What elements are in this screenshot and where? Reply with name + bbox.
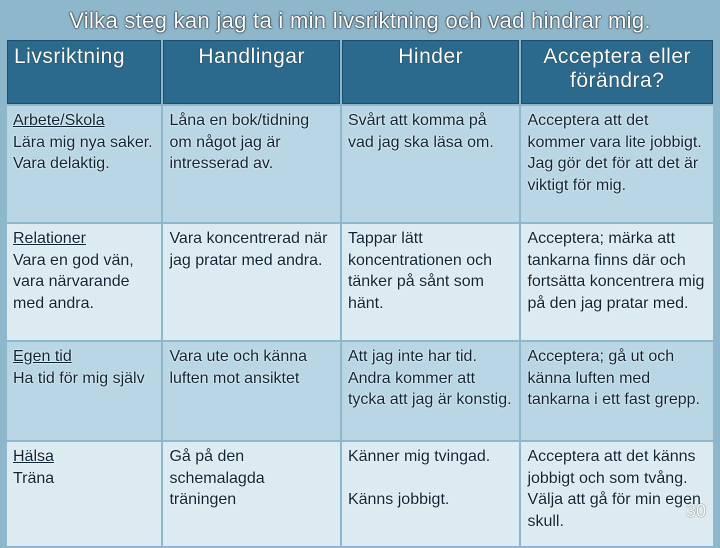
- direction-cell: [7, 224, 161, 340]
- table-row: [7, 224, 713, 340]
- slide-title: Vilka steg kan jag ta i min livsriktning och vad hindrar mig.: [69, 8, 651, 33]
- table-row: [7, 106, 713, 222]
- values-matrix-table: [5, 38, 715, 548]
- category-title: Egen tid: [13, 348, 72, 365]
- direction-text: Lära mig nya saker. Vara delaktig.: [13, 133, 153, 172]
- action-cell: Vara ute och känna luften mot ansiktet: [163, 342, 340, 440]
- response-cell: Acceptera att det känns jobbigt och som tvång. Välja att gå för min egen skull.: [521, 442, 713, 546]
- action-cell: Gå på den schemalagda träningen: [163, 442, 340, 546]
- header-handlingar: Handlingar: [163, 40, 340, 104]
- action-cell: Låna en bok/tidning om något jag är intresserad av.: [163, 106, 340, 222]
- direction-text: Vara en god vän, vara närvarande med andra.: [13, 251, 134, 312]
- table-row: [7, 342, 713, 440]
- header-acceptera: Acceptera eller förändra?: [521, 40, 713, 104]
- category-title: Relationer: [13, 230, 86, 247]
- obstacle-text: Känner mig tvingad.: [347, 448, 491, 465]
- response-cell: Acceptera; märka att tankarna finns där och fortsätta koncentrera mig på den jag pratar med.: [521, 224, 713, 340]
- page-number: 30: [685, 501, 706, 521]
- obstacle-cell: Att jag inte har tid. Andra kommer att tycka att jag är konstig.: [342, 342, 520, 440]
- category-title: Hälsa: [13, 448, 54, 465]
- response-cell: Acceptera; gå ut och känna luften med tankarna i ett fast grepp.: [521, 342, 713, 440]
- header-livsriktning: Livsriktning: [7, 40, 161, 104]
- response-cell: Acceptera att det kommer vara lite jobbigt. Jag gör det för att det är viktigt för mig.: [521, 106, 713, 222]
- header-hinder: Hinder: [342, 40, 520, 104]
- category-title: Arbete/Skola: [13, 112, 105, 129]
- direction-text: Träna: [13, 469, 55, 487]
- action-cell: Vara koncentrerad när jag pratar med andra.: [163, 224, 340, 340]
- obstacle-text-2: Känns jobbigt.: [347, 490, 450, 508]
- obstacle-cell: Svårt att komma på vad jag ska läsa om.: [342, 106, 520, 222]
- direction-text: Ha tid för mig själv: [13, 369, 145, 387]
- obstacle-cell: Tappar lätt koncentrationen och tänker på sånt som hänt.: [342, 224, 520, 340]
- direction-cell: [7, 342, 161, 440]
- header-row: [7, 40, 713, 104]
- direction-cell: [7, 106, 161, 222]
- direction-cell: [7, 442, 161, 546]
- obstacle-cell: [342, 442, 520, 546]
- table-row: [7, 442, 713, 546]
